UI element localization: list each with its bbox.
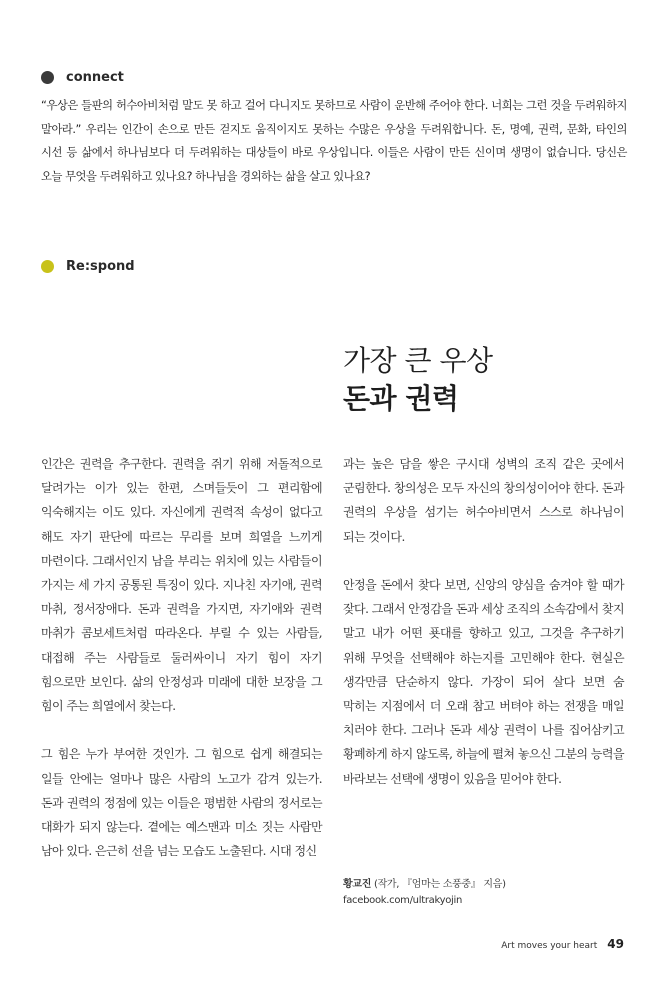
- connect-body-text: “우상은 들판의 허수아비처럼 말도 못 하고 걸어 다니지도 못하므로 사람이 운반해 주어야 한다. 너희는 그런 것을 두려워하지 말아라.” 우리는 인간이 손으로 만든 걷지도 움직이지도 못하는 수많은 우상을 두려워합니다. 돈, 명예, 권력, 문화, 타인의 시선 등 삶에서 하나님보다 더 두려워하는 대상들이 바로 우상입니다. 이들은 사람이 만든 신이며 생명이 없습니다. 당신은 오늘 무엇을 두려워하고 있나요? 하나님을 경외하는 삶을 살고 있나요?: [41, 99, 627, 183]
- page-footer: [501, 937, 624, 951]
- article-paragraph: 그 힘은 누가 부여한 것인가. 그 힘으로 쉽게 해결되는 일들 안에는 얼마나 많은 사람의 노고가 감겨 있는가. 돈과 권력의 정점에 있는 이들은 평범한 사람의 정서로는 대화가 되지 않는다. 곁에는 예스맨과 미소 짓는 사람만 남아 있다. 은근히 선을 넘는 모습도 노출된다. 시대 정신: [41, 747, 322, 859]
- article-paragraph: 안정을 돈에서 찾다 보면, 신앙의 양심을 숨겨야 할 때가 잦다. 그래서 안정감을 돈과 세상 조직의 소속감에서 찾지 말고 내가 어떤 푯대를 향하고 있고, 그것을 추구하기 위해 무엇을 선택해야 하는지를 고민해야 한다. 현실은 생각만큼 단순하지 않다. 가장이 되어 살다 보면 숨 막히는 지점에서 더 오래 참고 버텨야 하는 전쟁을 매일 치러야 한다. 그러나 돈과 세상 권력이 나를 집어삼키고 황폐하게 하지 않도록, 하늘에 펼쳐 놓으신 그분의 능력을 바라보는 선택에 생명이 있음을 믿어야 한다.: [343, 578, 624, 786]
- footer-tagline: Art moves your heart: [501, 941, 598, 951]
- article-title: [343, 342, 493, 418]
- article-paragraph: 인간은 권력을 추구한다. 권력을 쥐기 위해 저돌적으로 달려가는 이가 있는 한편, 스며들듯이 그 편리함에 익숙해지는 이도 있다. 자신에게 권력적 속성이 없다고 해도 자기 판단에 따르는 무리를 보며 희열을 느끼게 마련이다. 그래서인지 남을 부리는 위치에 있는 사람들이 가지는 세 가지 공통된 특징이 있다. 지나친 자기애, 권력 마취, 정서장애다. 돈과 권력을 가지면, 자기애와 권력 마취가 콤보세트처럼 따라온다. 부릴 수 있는 사람들, 대접해 주는 사람들로 둘러싸이니 자기 힘이 자기 힘으로만 보인다. 삶의 안정성과 미래에 대한 보장을 그 힘이 주는 희열에서 찾는다.: [41, 457, 322, 714]
- author-credit: [343, 877, 506, 909]
- article-paragraph: 과는 높은 담을 쌓은 구시대 성벽의 조직 같은 곳에서 군림한다. 창의성은 모두 자신의 창의성이어야 한다. 돈과 권력의 우상을 섬기는 허수아비면서 스스로 하나님이 되는 것이다.: [343, 457, 624, 544]
- respond-label: Re:spond: [66, 259, 135, 274]
- connect-section-header: [41, 70, 124, 85]
- connect-label: connect: [66, 70, 124, 85]
- author-description: (작가, 『엄마는 소풍중』 지음): [371, 879, 506, 890]
- page-number: 49: [607, 937, 624, 951]
- author-link[interactable]: facebook.com/ultrakyojin: [343, 895, 463, 906]
- author-line: [343, 877, 506, 893]
- respond-bullet-icon: [41, 260, 54, 273]
- connect-bullet-icon: [41, 71, 54, 84]
- respond-section-header: [41, 259, 135, 274]
- article-column-left: [41, 452, 322, 863]
- article-title-line1: 가장 큰 우상: [343, 344, 493, 377]
- article-column-right: [343, 452, 624, 791]
- author-name: 황교진: [343, 879, 372, 890]
- article-title-line2: 돈과 권력: [343, 382, 459, 415]
